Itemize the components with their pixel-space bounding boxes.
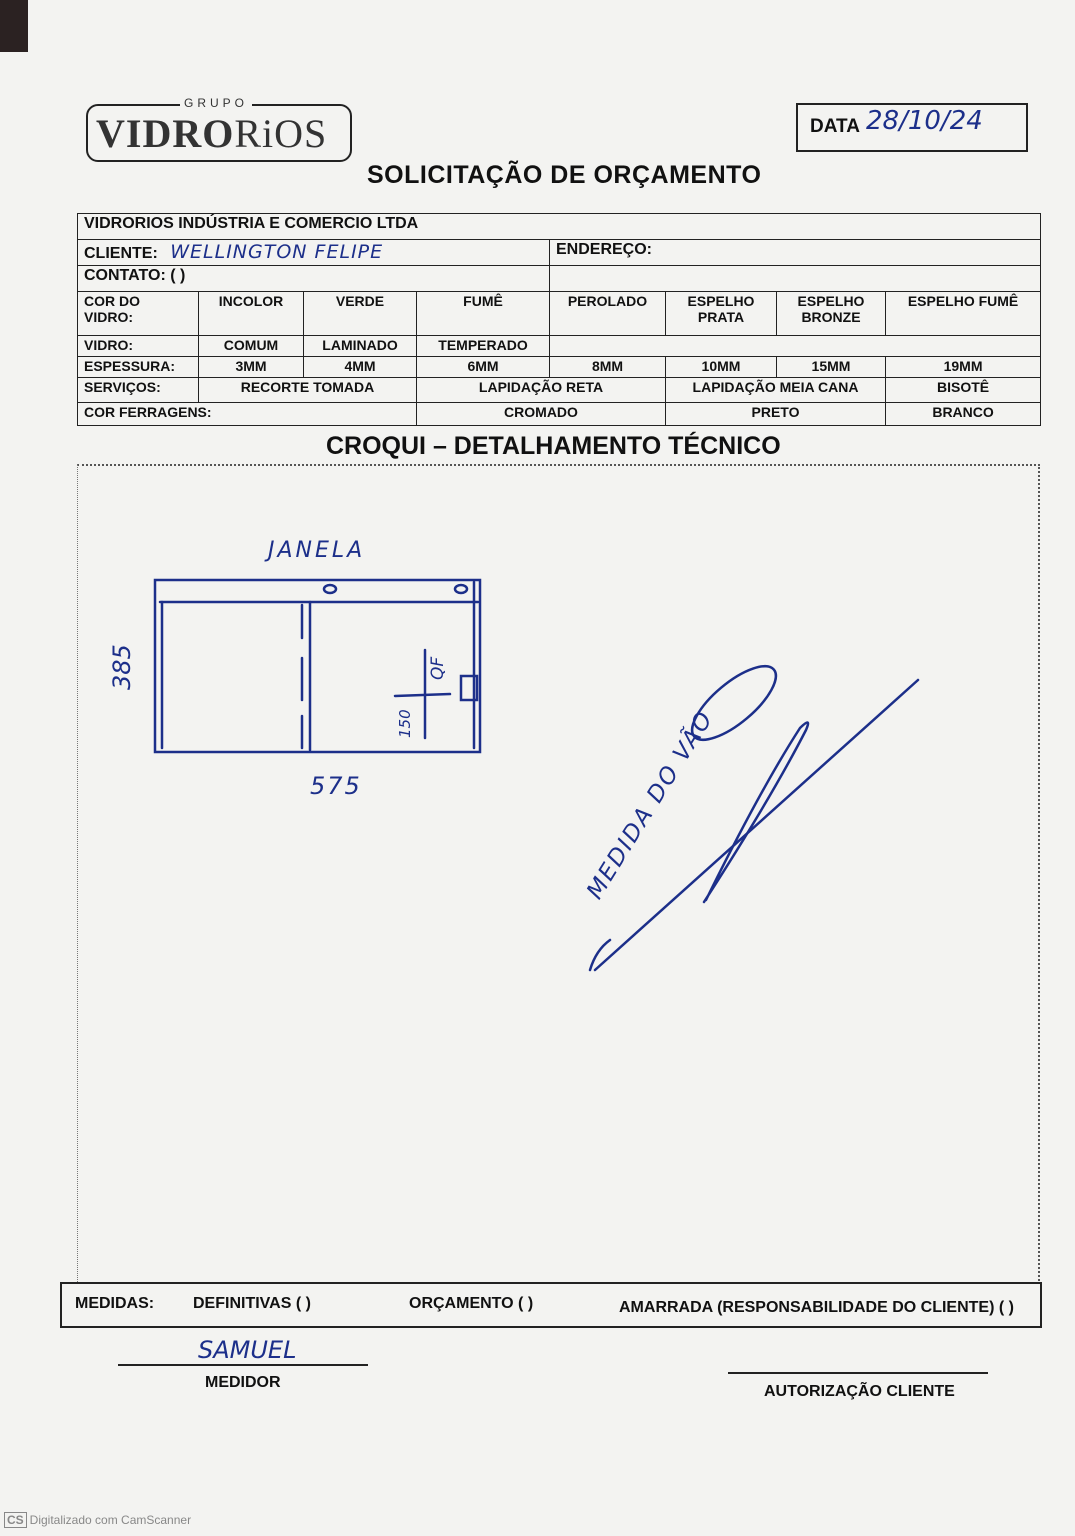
esp-4mm: 4MM [304,357,417,378]
medidor-signature: SAMUEL [198,1336,297,1364]
vidro-label: VIDRO: [78,336,199,357]
scanner-text: Digitalizado com CamScanner [29,1513,192,1527]
cliente-label: CLIENTE: [84,245,158,262]
janela-label: JANELA [268,538,366,563]
ferr-cromado: CROMADO [417,403,666,426]
contato-field: CONTATO: ( ) [78,266,550,292]
cor-espelho-bronze: ESPELHO BRONZE [777,292,886,336]
width-dimension: 575 [310,772,362,800]
logo-grupo: GRUPO [180,96,252,110]
espessura-label: ESPESSURA: [78,357,199,378]
cor-ferragens-label: COR FERRAGENS: [78,403,417,426]
roller-2 [455,585,467,593]
camscanner-logo: CS [4,1512,27,1528]
cor-espelho-fume: ESPELHO FUMÊ [886,292,1041,336]
cliente-value: WELLINGTON FELIPE [170,241,384,263]
company-name: VIDRORIOS INDÚSTRIA E COMERCIO LTDA [78,214,1041,240]
date-label: DATA [810,116,860,137]
medidas-label: MEDIDAS: [75,1295,155,1312]
cliente-signature-line [728,1372,988,1374]
esp-15mm: 15MM [777,357,886,378]
cor-verde: VERDE [304,292,417,336]
date-value: 28/10/24 [866,106,983,136]
qf-label: QF [428,656,448,680]
esp-8mm: 8MM [550,357,666,378]
cor-vidro-label: COR DO VIDRO: [78,292,199,336]
cor-fume: FUMÊ [417,292,550,336]
serv-lapidacao-meia-cana: LAPIDAÇÃO MEIA CANA [666,378,886,403]
height-dimension: 385 [108,644,136,690]
esp-19mm: 19MM [886,357,1041,378]
medidas-orcamento: ORÇAMENTO ( ) [409,1295,534,1312]
medida-do-vao-note: MEDIDA DO VÃO [582,706,719,904]
note-loop [704,722,808,902]
offset-dimension: 150 [396,709,414,738]
vidro-comum: COMUM [199,336,304,357]
serv-bisote: BISOTÊ [886,378,1041,403]
medidas-amarrada: AMARRADA (RESPONSABILIDADE DO CLIENTE) ( ) [619,1299,1014,1316]
medidor-label: MEDIDOR [205,1374,281,1391]
vidro-temperado: TEMPERADO [417,336,550,357]
logo-light: RiOS [234,111,328,156]
esp-3mm: 3MM [199,357,304,378]
medidor-signature-line [118,1364,368,1366]
ferr-preto: PRETO [666,403,886,426]
cor-espelho-prata: ESPELHO PRATA [666,292,777,336]
cor-incolor: INCOLOR [199,292,304,336]
croqui-title: CROQUI – DETALHAMENTO TÉCNICO [326,432,781,460]
esp-10mm: 10MM [666,357,777,378]
serv-recorte-tomada: RECORTE TOMADA [199,378,417,403]
roller-1 [324,585,336,593]
ferr-branco: BRANCO [886,403,1041,426]
medidas-definitivas: DEFINITIVAS ( ) [193,1295,311,1312]
serv-lapidacao-reta: LAPIDAÇÃO RETA [417,378,666,403]
page-title: SOLICITAÇÃO DE ORÇAMENTO [367,161,762,189]
vidro-laminado: LAMINADO [304,336,417,357]
cor-perolado: PEROLADO [550,292,666,336]
esp-6mm: 6MM [417,357,550,378]
endereco-field: ENDEREÇO: [550,240,1041,266]
servicos-label: SERVIÇOS: [78,378,199,403]
logo-bold: VIDRO [96,111,235,156]
autorizacao-cliente-label: AUTORIZAÇÃO CLIENTE [764,1383,955,1400]
scanner-watermark [4,1512,191,1528]
offset-marker-horizontal [395,694,450,696]
